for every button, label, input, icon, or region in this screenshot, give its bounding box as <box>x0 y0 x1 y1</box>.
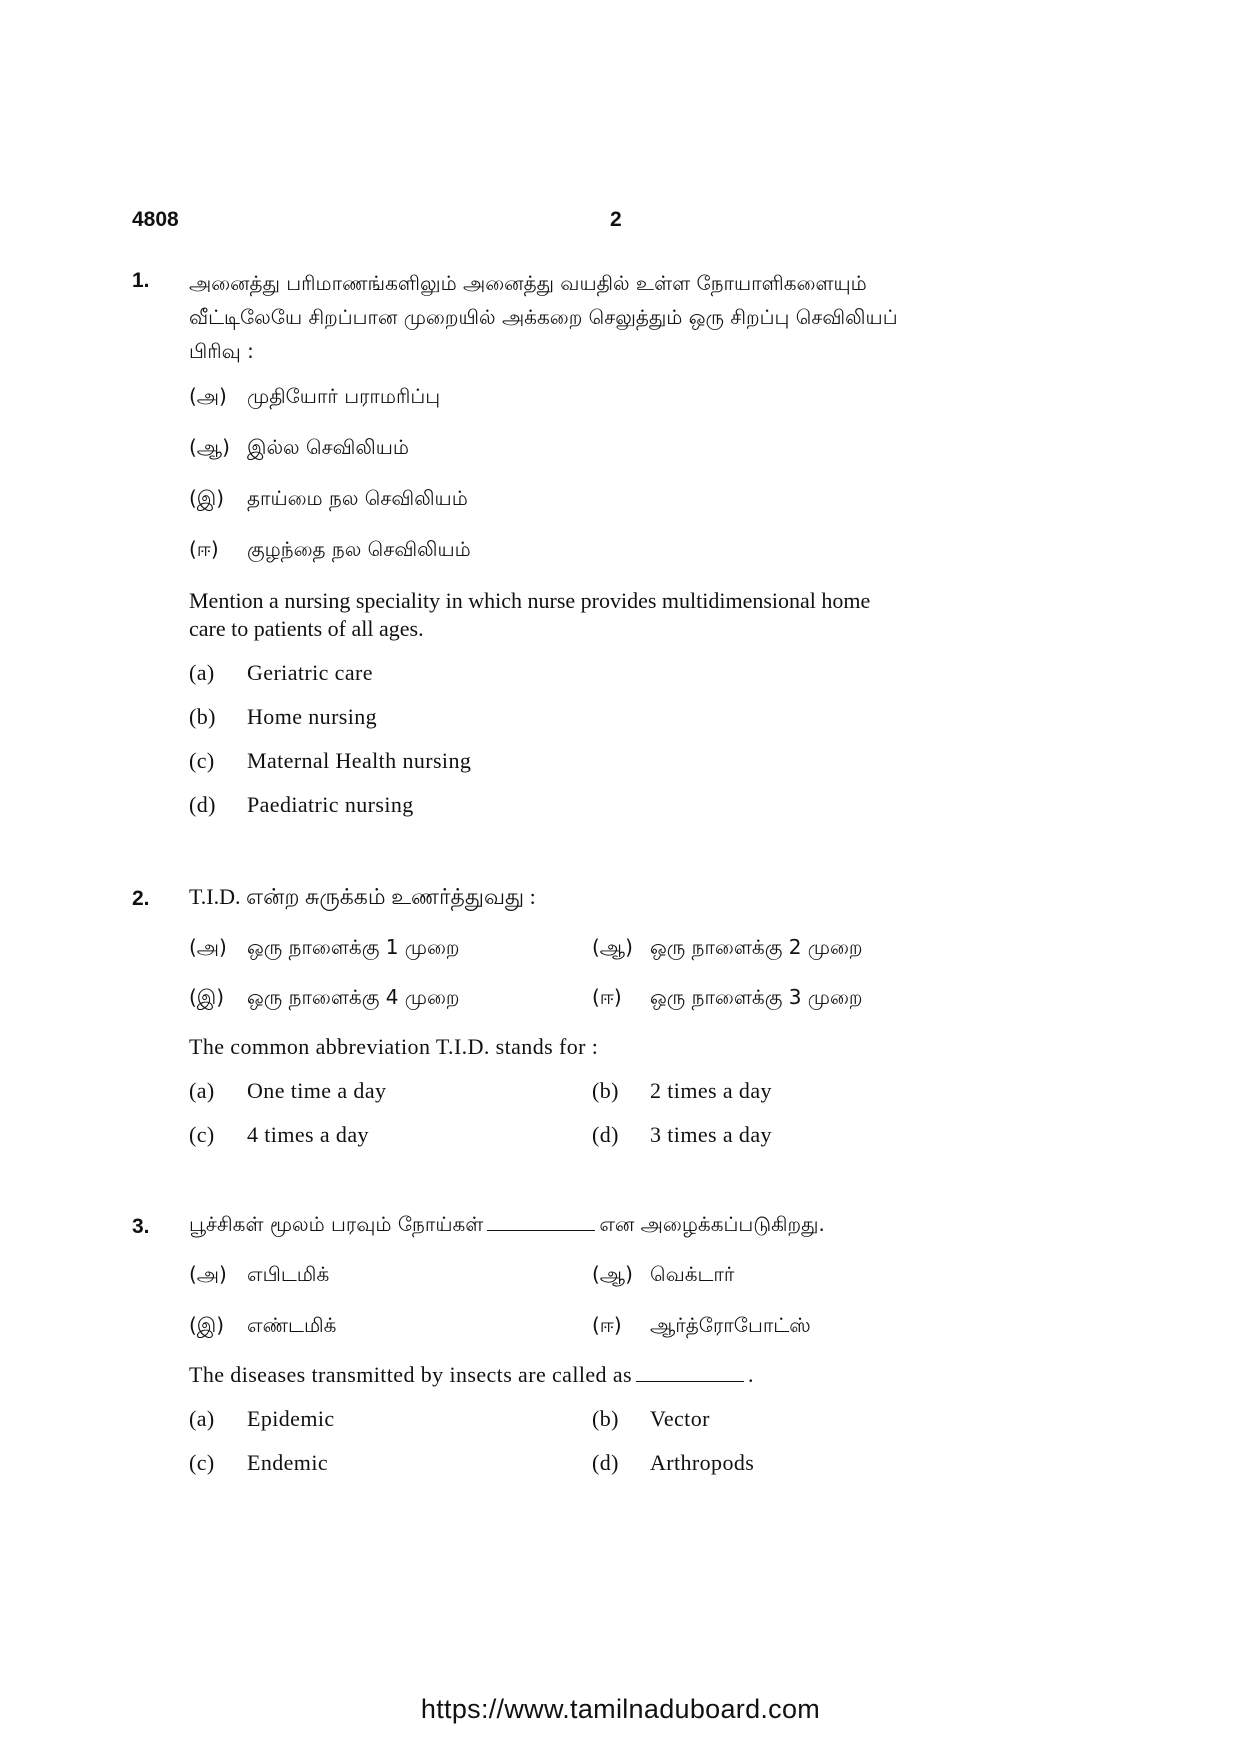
option-text: Epidemic <box>247 1406 335 1431</box>
option-label: (a) <box>189 660 215 685</box>
english-question-text: The diseases transmitted by insects are called as <box>189 1362 632 1387</box>
option-text: Endemic <box>247 1450 328 1475</box>
question-1 <box>132 266 1092 816</box>
option-text: Paediatric nursing <box>247 792 414 817</box>
option-text: இல்ல செவிலியம் <box>247 435 410 459</box>
tamil-option <box>189 1313 336 1340</box>
english-option <box>189 1078 386 1104</box>
tamil-question <box>189 1212 825 1239</box>
option-label: (d) <box>592 1450 619 1475</box>
option-text: 4 times a day <box>247 1122 369 1147</box>
option-text: எபிடமிக் <box>247 1262 330 1286</box>
option-label: (c) <box>189 748 215 773</box>
source-url: https://www.tamilnaduboard.com <box>420 1694 821 1724</box>
option-text: ஒரு நாளைக்கு 1 முறை <box>247 935 460 959</box>
option-label: (b) <box>189 704 216 729</box>
tamil-option <box>592 1313 811 1340</box>
tamil-question-line: பிரிவு : <box>189 339 254 363</box>
question-number: 2. <box>132 887 150 910</box>
english-question <box>189 587 870 643</box>
option-label: (இ) <box>189 486 225 510</box>
option-label: (இ) <box>189 1313 225 1337</box>
tamil-question-text: பூச்சிகள் மூலம் பரவும் நோய்கள் <box>189 1212 484 1236</box>
option-text: Vector <box>650 1406 710 1431</box>
option-text: ஒரு நாளைக்கு 2 முறை <box>650 935 863 959</box>
english-option <box>189 1450 328 1476</box>
tamil-option <box>189 537 471 564</box>
option-text: 3 times a day <box>650 1122 772 1147</box>
english-option <box>189 704 377 730</box>
question-2 <box>132 884 1092 1154</box>
option-label: (இ) <box>189 985 225 1009</box>
english-option <box>592 1078 772 1104</box>
option-text: ஆர்த்ரோபோட்ஸ் <box>650 1313 811 1337</box>
english-option <box>189 660 373 686</box>
question-body <box>189 266 1089 817</box>
tamil-question-line: T.I.D. என்ற சுருக்கம் உணர்த்துவது : <box>189 884 536 909</box>
question-number: 3. <box>132 1215 150 1238</box>
tamil-question-line: அனைத்து பரிமாணங்களிலும் அனைத்து வயதில் உள்ள நோயாளிகளையும் <box>189 271 867 295</box>
option-label: (c) <box>189 1122 215 1147</box>
tamil-option <box>592 985 863 1012</box>
page-header <box>0 208 1241 238</box>
question-number: 1. <box>132 269 150 292</box>
option-label: (ஆ) <box>189 435 230 459</box>
option-text: எண்டமிக் <box>247 1313 337 1337</box>
option-label: (d) <box>592 1122 619 1147</box>
tamil-question-text: என அழைக்கப்படுகிறது. <box>599 1212 825 1236</box>
tamil-option <box>189 435 409 462</box>
option-text: Maternal Health nursing <box>247 748 472 773</box>
option-text: Home nursing <box>247 704 378 729</box>
option-text: தாய்மை நல செவிலியம் <box>247 486 468 510</box>
option-label: (ஈ) <box>592 985 622 1009</box>
option-label: (ஆ) <box>592 1262 633 1286</box>
option-label: (c) <box>189 1450 215 1475</box>
english-option <box>592 1122 772 1148</box>
option-text: ஒரு நாளைக்கு 4 முறை <box>247 985 460 1009</box>
option-text: குழந்தை நல செவிலியம் <box>247 537 471 561</box>
option-text: Geriatric care <box>247 660 373 685</box>
option-label: (ஈ) <box>189 537 219 561</box>
english-question-line: Mention a nursing speciality in which nurse provides multidimensional home <box>189 588 871 613</box>
english-option <box>189 792 414 818</box>
option-label: (a) <box>189 1406 215 1431</box>
english-option <box>592 1406 710 1432</box>
tamil-option <box>189 935 460 962</box>
option-text: ஒரு நாளைக்கு 3 முறை <box>650 985 863 1009</box>
english-option <box>189 1406 335 1432</box>
english-question-line: care to patients of all ages. <box>189 616 424 641</box>
tamil-option <box>189 486 468 513</box>
option-label: (ஈ) <box>592 1313 622 1337</box>
option-label: (b) <box>592 1406 619 1431</box>
english-question-line: The common abbreviation T.I.D. stands for : <box>189 1034 599 1059</box>
english-question <box>189 1034 598 1060</box>
english-option <box>592 1450 754 1476</box>
page-number: 2 <box>610 208 622 231</box>
question-3 <box>132 1212 1092 1482</box>
option-label: (d) <box>189 792 216 817</box>
answer-blank <box>636 1381 744 1382</box>
english-option <box>189 748 471 774</box>
option-label: (b) <box>592 1078 619 1103</box>
tamil-option <box>592 935 863 962</box>
tamil-question <box>189 884 536 913</box>
option-label: (அ) <box>189 935 227 959</box>
answer-blank <box>487 1230 595 1231</box>
tamil-option <box>189 1262 329 1289</box>
english-question-text: . <box>747 1362 754 1387</box>
option-text: One time a day <box>247 1078 387 1103</box>
paper-code: 4808 <box>132 208 179 231</box>
option-text: Arthropods <box>650 1450 755 1475</box>
option-text: வெக்டார் <box>650 1262 735 1286</box>
english-option <box>189 1122 369 1148</box>
option-text: முதியோர் பராமரிப்பு <box>247 384 441 408</box>
tamil-option <box>189 384 440 411</box>
option-label: (ஆ) <box>592 935 633 959</box>
tamil-option <box>189 985 460 1012</box>
tamil-option <box>592 1262 734 1289</box>
option-label: (அ) <box>189 384 227 408</box>
option-label: (அ) <box>189 1262 227 1286</box>
option-label: (a) <box>189 1078 215 1103</box>
tamil-question-line: வீட்டிலேயே சிறப்பான முறையில் அக்கறை செலுத்தும் ஒரு சிறப்பு செவிலியப் <box>189 305 898 329</box>
english-question <box>189 1362 754 1388</box>
option-text: 2 times a day <box>650 1078 772 1103</box>
